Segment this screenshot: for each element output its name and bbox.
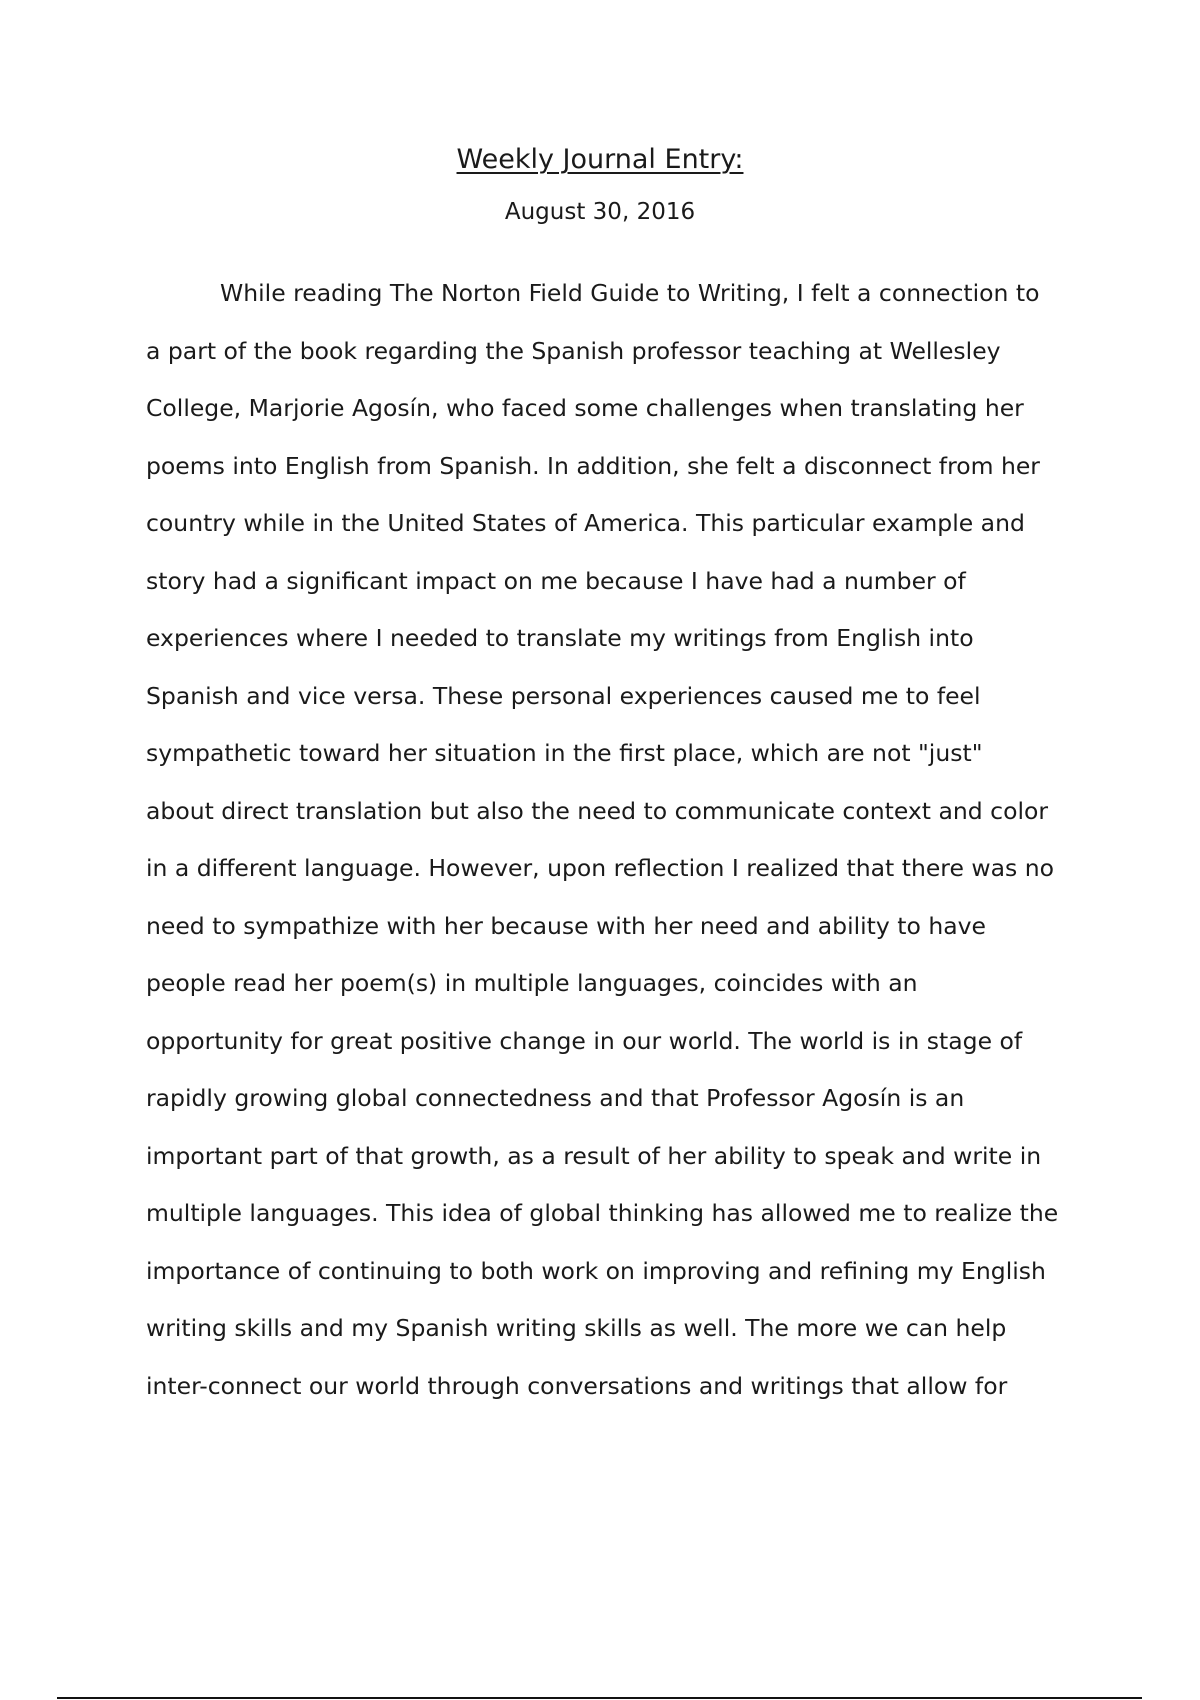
- body-line: rapidly growing global connectedness and that Professor Agosín is an: [146, 1084, 965, 1112]
- body-line: poems into English from Spanish. In addition, she felt a disconnect from her: [146, 451, 1040, 480]
- body-line: story had a significant impact on me because I have had a number of: [146, 566, 966, 595]
- page-title: Weekly Journal Entry:: [456, 144, 744, 175]
- body-line: inter-connect our world through conversations and writings that allow for: [146, 1371, 1008, 1400]
- page-bottom-rule: [57, 1697, 1142, 1699]
- body-line: experiences where I needed to translate my writings from English into: [146, 624, 974, 652]
- entry-date: August 30, 2016: [504, 199, 696, 225]
- body-line: writing skills and my Spanish writing skills as well. The more we can help: [146, 1314, 1007, 1342]
- body-line: about direct translation but also the need to communicate context and color: [146, 796, 1049, 825]
- body-line: opportunity for great positive change in our world. The world is in stage of: [146, 1026, 1023, 1055]
- body-line: important part of that growth, as a result of her ability to speak and write in: [146, 1141, 1042, 1170]
- body-line: Spanish and vice versa. These personal experiences caused me to feel: [146, 681, 981, 710]
- body-line: College, Marjorie Agosín, who faced some challenges when translating her: [146, 394, 1024, 422]
- body-line: country while in the United States of America. This particular example and: [146, 509, 1025, 537]
- body-line: in a different language. However, upon reflection I realized that there was no: [146, 854, 1054, 882]
- body-line: need to sympathize with her because with her need and ability to have: [146, 911, 986, 940]
- body-paragraph: [146, 276, 1096, 1426]
- body-line: a part of the book regarding the Spanish professor teaching at Wellesley: [146, 336, 1001, 365]
- body-line: importance of continuing to both work on improving and refining my English: [146, 1256, 1046, 1285]
- body-line: While reading The Norton Field Guide to Writing, I felt a connection to: [220, 279, 1040, 307]
- body-line: multiple languages. This idea of global thinking has allowed me to realize the: [146, 1199, 1059, 1227]
- body-line: people read her poem(s) in multiple languages, coincides with an: [146, 969, 918, 997]
- body-line: sympathetic toward her situation in the first place, which are not "just": [146, 739, 983, 767]
